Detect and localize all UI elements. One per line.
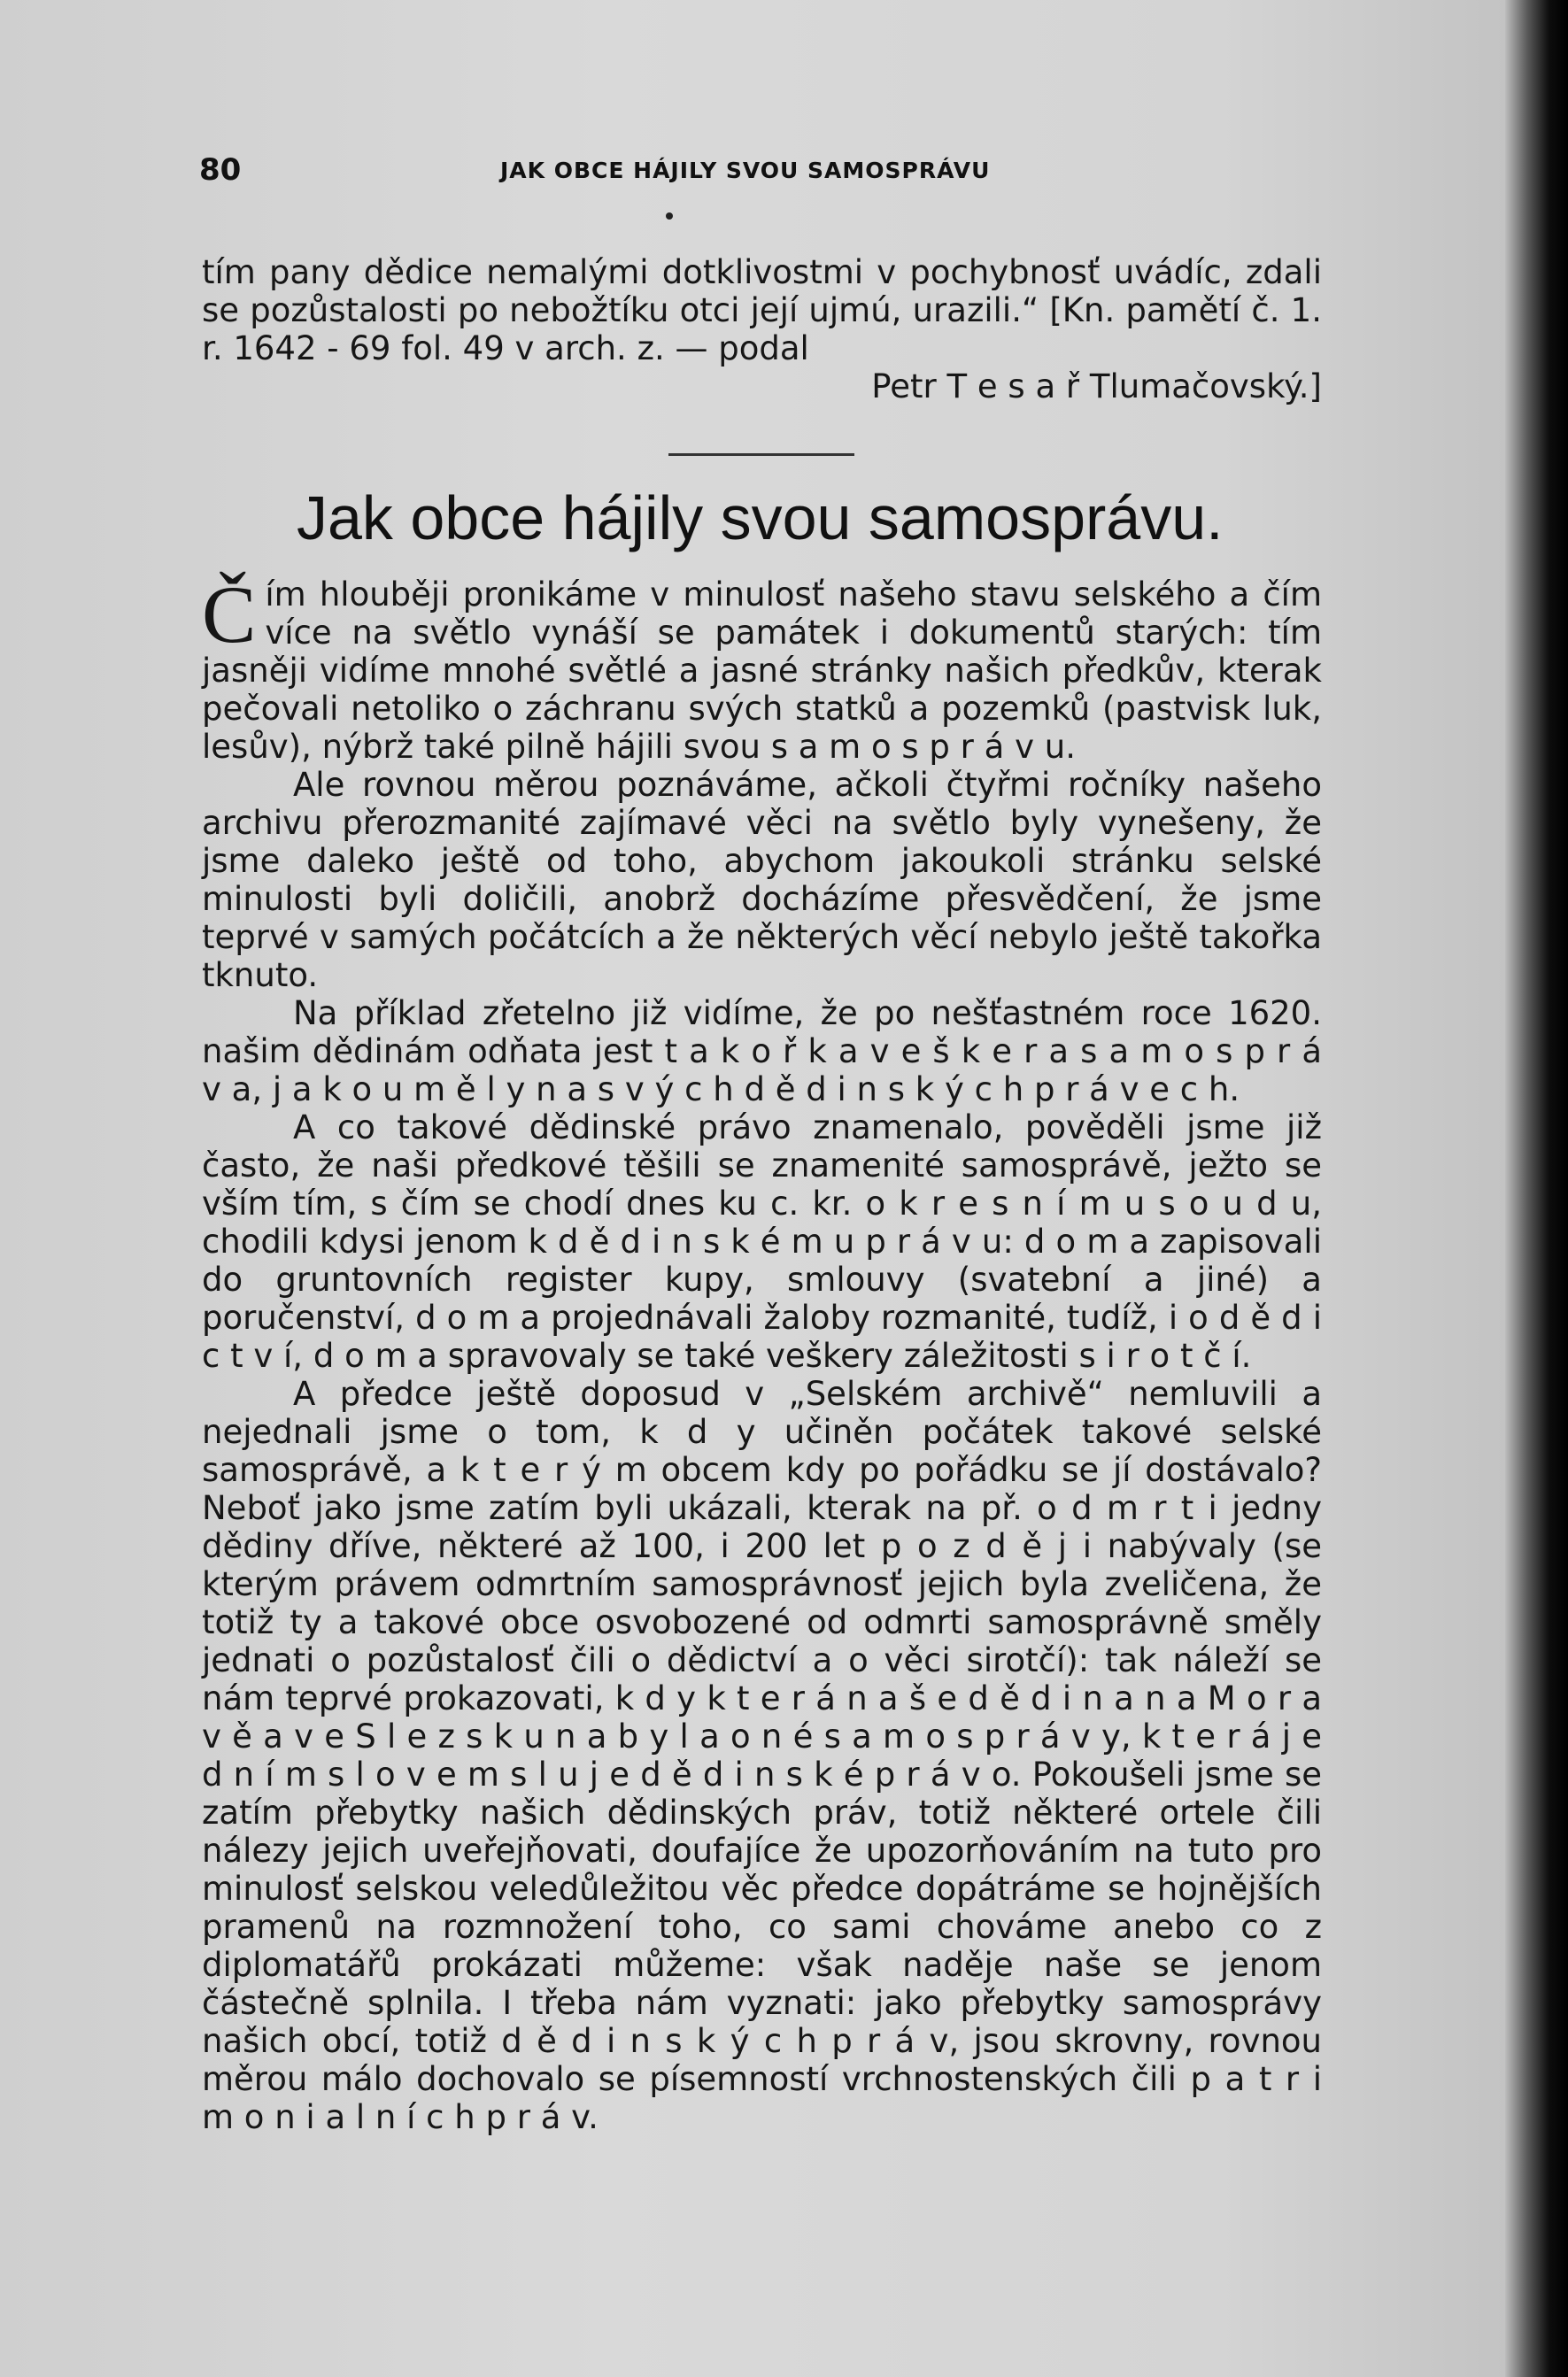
article-title: Jak obce hájily svou samosprávu. — [297, 483, 1224, 552]
section-divider — [668, 453, 854, 456]
article-body — [202, 569, 1322, 2136]
paragraph-4: A co takové dědinské právo znamenalo, pověděli jsme již často, že naši předkové těšili se znamenité samosprávě, ježto se vším tím, s čím se chodí dnes ku c. kr. o k r e s n í m u s o u d u, chodili kdysi jenom k d ě d i n s k é m u p r á v u: d o m a zapisovali do gruntovních register kupy, smlouvy (svatební a jiné) a poručenství, d o m a projednávali žaloby rozmanité, tudíž, i o d ě d i c t v í, d o m a spravovaly se také veškery záležitosti s i r o t č í. — [202, 1108, 1322, 1375]
paragraph-1-text: ím hlouběji pronikáme v minulosť našeho stavu selského a čím více na světlo vynáší se památek i dokumentů starých: tím jasněji vidíme mnohé světlé a jasné stránky našich předkův, kterak pečovali netoliko o záchranu svých statků a pozemků (pastvisk luk, lesův), nýbrž také pilně hájili svou s a m o s p r á v u. — [202, 575, 1322, 766]
book-edge-shadow — [1505, 0, 1568, 2377]
paragraph-1 — [202, 569, 1322, 766]
page-number: 80 — [199, 152, 242, 188]
running-head: JAK OBCE HÁJILY SVOU SAMOSPRÁVU — [500, 158, 991, 183]
paragraph-3: Na příklad zřetelno již vidíme, že po nešťastném roce 1620. našim dědinám odňata jest t a k o ř k a v e š k e r a s a m o s p r á v a, j a k o u m ě l y n a s v ý c h d ě d i n s k ý c h p r á v e c h. — [202, 994, 1322, 1108]
intro-block — [202, 253, 1322, 405]
ornament-dot — [666, 212, 673, 220]
paragraph-5: A předce ještě doposud v „Selském archivě“ nemluvili a nejednali jsme o tom, k d y učiněn počátek takové selské samosprávě, a k t e r ý m obcem kdy po pořádku se jí dostávalo? Neboť jako jsme zatím byli ukázali, kterak na př. o d m r t i jedny dědiny dříve, některé až 100, i 200 let p o z d ě j i nabývaly (se kterým právem odmrtním samosprávnosť jejich byla zveličena, že totiž ty a takové obce osvobozené od odmrti samosprávně směly jednati o pozůstalosť čili o dědictví a o věci sirotčí): tak náleží se nám teprvé prokazovati, k d y k t e r á n a š e d ě d i n a n a M o r a v ě a v e S l e z s k u n a b y l a o n é s a m o s p r á v y, k t e r á j e d n í m s l o v e m s l u j e d ě d i n s k é p r á v o. Pokoušeli jsme se zatím přebytky našich dědinských práv, totiž některé ortele čili nálezy jejich uveřejňovati, doufajíce že upozorňováním na tuto pro minulosť selskou veledůležitou věc předce dopátráme se hojnějších pramenů na rozmnožení toho, co sami chováme anebo co z diplomatářů prokázati můžeme: však naděje naše se jenom částečně splnila. I třeba nám vyznati: jako přebytky samosprávy našich obcí, totiž d ě d i n s k ý c h p r á v, jsou skrovny, rovnou měrou málo dochovalo se písemností vrchnostenských čili p a t r i m o n i a l n í c h p r á v. — [202, 1375, 1322, 2136]
page-header — [199, 152, 1315, 197]
intro-paragraph: tím pany dědice nemalými dotklivostmi v pochybnosť uvádíc, zdali se pozůstalosti po nebožtíku otci její ujmú, urazili.“ [Kn. pamětí č. 1. r. 1642 - 69 fol. 49 v arch. z. — podal — [202, 253, 1322, 367]
paragraph-2: Ale rovnou měrou poznáváme, ačkoli čtyřmi ročníky našeho archivu přerozmanité zajímavé věci na světlo byly vynešeny, že jsme daleko ještě od toho, abychom jakoukoli stránku selské minulosti byli doličili, anobrž docházíme přesvědčení, že jsme teprvé v samých počátcích a že některých věcí nebylo ještě takořka tknuto. — [202, 766, 1322, 994]
drop-cap: Č — [202, 569, 257, 660]
signature: Petr T e s a ř Tlumačovský.] — [871, 367, 1322, 405]
